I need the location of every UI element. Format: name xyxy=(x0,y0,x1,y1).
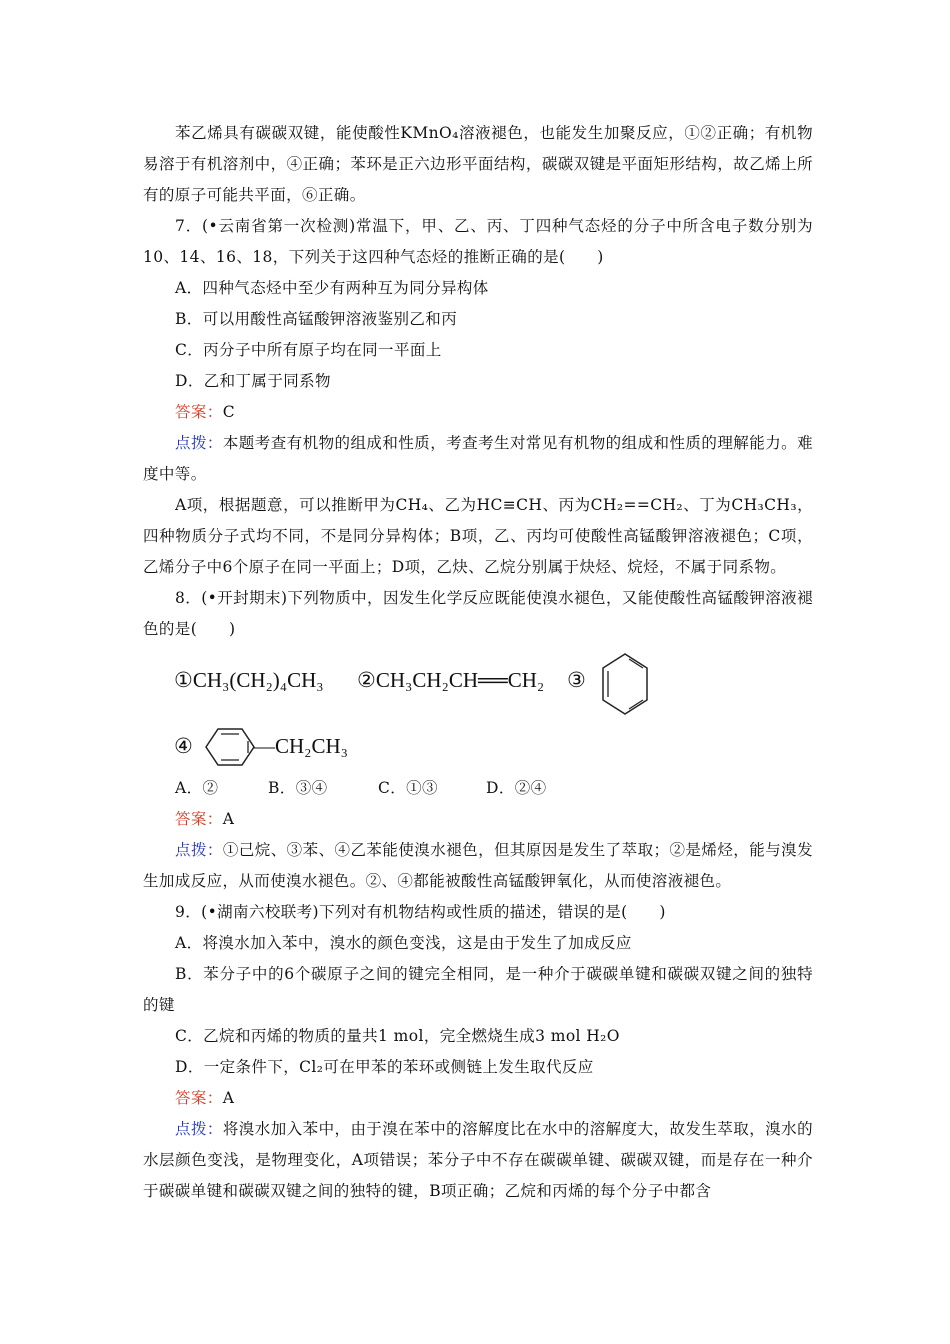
question-7-stem: 7．(•云南省第一次检测)常温下，甲、乙、丙、丁四种气态烃的分子中所含电子数分别为10、14、16、18，下列关于这四种气态烃的推断正确的是( ) xyxy=(143,217,813,266)
q9-option-a: A．将溴水加入苯中，溴水的颜色变浅，这是由于发生了加成反应 xyxy=(175,934,632,952)
q8-option-c: C．①③ xyxy=(378,779,438,797)
answer-value: C xyxy=(222,403,235,421)
q7-option-c: C．丙分子中所有原子均在同一平面上 xyxy=(175,341,442,359)
formula-4-label: ④ xyxy=(174,734,193,758)
q7-option-a: A．四种气态烃中至少有两种互为同分异构体 xyxy=(175,279,489,297)
q8-options xyxy=(175,773,547,804)
q7-option-b: B．可以用酸性高锰酸钾溶液鉴别乙和丙 xyxy=(175,310,458,328)
q7-answer xyxy=(175,397,235,428)
formula-hexane: ①CH₃(CH₂)₄CH₃ xyxy=(174,668,324,692)
formula-butene: ②CH₃CH₂CH══CH₂ xyxy=(357,668,545,692)
q7-hint xyxy=(143,428,813,490)
q8-answer xyxy=(175,804,234,835)
hint-text: 本题考查有机物的组成和性质，考查考生对常见有机物的组成和性质的理解能力。难度中等。 xyxy=(143,434,813,483)
q9-hint xyxy=(143,1114,813,1207)
answer-label: 答案： xyxy=(175,810,223,828)
hint-label: 点拨： xyxy=(175,1120,223,1138)
q7-explanation: A项，根据题意，可以推断甲为CH₄、乙为HC≡CH、丙为CH₂==CH₂、丁为CH₃CH₃，四种物质分子式均不同，不是同分异构体；B项，乙、丙均可使酸性高锰酸钾溶液褪色；C项，乙烯分子中6个原子在同一平面上；D项，乙炔、乙烷分别属于炔烃、烷烃，不属于同系物。 xyxy=(143,496,813,576)
q8-hint xyxy=(143,835,813,897)
q9-option-b: B．苯分子中的6个碳原子之间的键完全相同，是一种介于碳碳单键和碳碳双键之间的独特的键 xyxy=(143,965,813,1014)
answer-value: A xyxy=(222,810,235,828)
question-9-stem: 9．(•湖南六校联考)下列对有机物结构或性质的描述，错误的是( ) xyxy=(175,903,666,921)
q8-option-b: B．③④ xyxy=(268,779,328,797)
q9-answer xyxy=(175,1083,234,1114)
q7-option-d: D．乙和丁属于同系物 xyxy=(175,372,331,390)
answer-value: A xyxy=(222,1089,235,1107)
continued-paragraph: 苯乙烯具有碳碳双键，能使酸性KMnO₄溶液褪色，也能发生加聚反应，①②正确；有机物易溶于有机溶剂中，④正确；苯环是正六边形平面结构，碳碳双键是平面矩形结构，故乙烯上所有的原子可能共平面，⑥正确。 xyxy=(143,124,813,204)
q8-option-a: A．② xyxy=(175,779,219,797)
q9-option-c: C．乙烷和丙烯的物质的量共1 mol，完全燃烧生成3 mol H₂O xyxy=(175,1027,620,1045)
answer-label: 答案： xyxy=(175,1089,223,1107)
hint-text: ①己烷、③苯、④乙苯能使溴水褪色，但其原因是发生了萃取；②是烯烃，能与溴发生加成反应，从而使溴水褪色。②、④都能被酸性高锰酸钾氧化，从而使溶液褪色。 xyxy=(143,841,813,890)
q8-option-d: D．②④ xyxy=(486,779,547,797)
hint-label: 点拨： xyxy=(175,841,223,859)
answer-label: 答案： xyxy=(175,403,223,421)
hint-label: 点拨： xyxy=(175,434,223,452)
formula-ethyl-group: —CH₂CH₃ xyxy=(254,734,348,758)
formula-3-label: ③ xyxy=(567,668,586,692)
q9-option-d: D．一定条件下，Cl₂可在甲苯的苯环或侧链上发生取代反应 xyxy=(175,1058,594,1076)
benzene-ring-icon xyxy=(600,652,650,716)
hint-text: 将溴水加入苯中，由于溴在苯中的溶解度比在水中的溶解度大，故发生萃取，溴水的水层颜色变浅，是物理变化，A项错误；苯分子中不存在碳碳单键、碳碳双键，而是存在一种介于碳碳单键和碳碳双键之间的独特的键，B项正确；乙烷和丙烯的每个分子中都含 xyxy=(143,1120,813,1200)
question-8-stem: 8．(•开封期末)下列物质中，因发生化学反应既能使溴水褪色，又能使酸性高锰酸钾溶液褪色的是( ) xyxy=(143,589,813,638)
